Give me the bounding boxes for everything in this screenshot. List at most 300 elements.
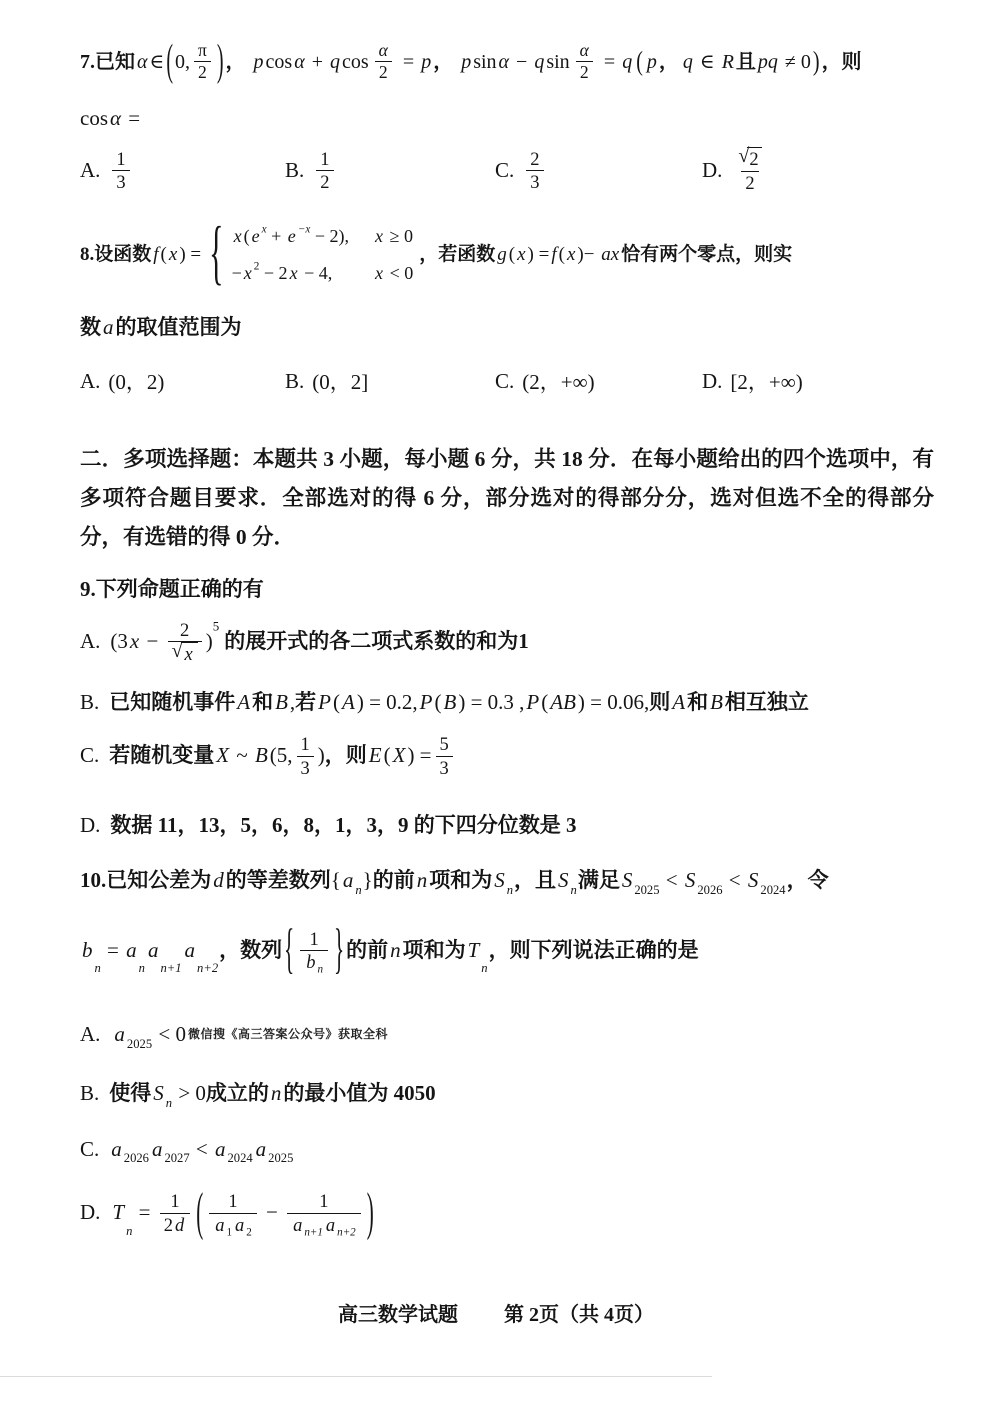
subscript: n [317, 963, 323, 976]
text-run: ，则 [821, 50, 862, 73]
superscript: −x [297, 223, 311, 236]
spacer [99, 756, 109, 757]
math-var: a [214, 1136, 226, 1161]
math-fraction [168, 619, 202, 666]
math-fraction [112, 148, 129, 194]
numerator [297, 733, 314, 756]
math-var: P [526, 689, 540, 714]
numerator [373, 40, 394, 61]
spacer [99, 702, 109, 703]
spacer [100, 1034, 112, 1035]
watermark-text: 微信搜《高三答案公众号》获取全科 [187, 1027, 388, 1042]
q8-options [80, 366, 934, 396]
math-text: ~ [231, 743, 253, 768]
math-text: = [123, 105, 141, 130]
math-fraction [373, 40, 394, 84]
math-text: ( [333, 689, 340, 714]
q9-option-b [80, 688, 934, 717]
math-var: S [494, 868, 505, 893]
math-radical [738, 147, 761, 170]
math-text: B. [80, 689, 100, 714]
text-run: 数据 11，13，5，6，8，1，3，9 的下四分位数是 3 [110, 813, 577, 838]
math-var: AB [550, 689, 576, 714]
q7-option-b [285, 148, 495, 194]
math-text: − 2 [259, 263, 288, 284]
text-run: 的前 [372, 868, 415, 893]
math-var: a [114, 1021, 125, 1046]
text-run: 已知随机事件 [109, 689, 236, 714]
numerator [305, 928, 322, 951]
q8-option-d [702, 366, 934, 396]
cases-rows [232, 224, 414, 287]
math-var: e [251, 226, 260, 247]
option-label: C. [495, 368, 515, 393]
q10-option-c [80, 1135, 934, 1164]
math-text: − 4, [299, 263, 333, 284]
spacer [99, 1094, 109, 1095]
math-text: sin [473, 50, 497, 73]
math-text: − 2), [310, 226, 350, 247]
math-text: < [660, 868, 683, 893]
math-text: = [397, 50, 420, 73]
math-var: d [213, 868, 224, 893]
math-text: − [141, 629, 164, 654]
case-expression [232, 261, 349, 286]
math-text: + [266, 226, 286, 247]
subscript: 1 [226, 1225, 232, 1238]
text-run: ， [658, 50, 679, 73]
math-fraction [436, 733, 453, 779]
math-var: x [375, 263, 384, 284]
text-run: 数 [80, 314, 101, 339]
radicand [747, 147, 761, 170]
text-run: 9.下列命题正确的有 [80, 577, 264, 602]
math-var: a [126, 938, 137, 963]
subscript: 2025 [126, 1036, 153, 1051]
math-var: q [330, 50, 340, 73]
math-var: p [461, 50, 472, 73]
q10-option-a [80, 1020, 934, 1049]
subscript: n [94, 961, 101, 976]
math-var: E [368, 743, 382, 768]
text-run: ，数列 [219, 938, 283, 963]
math-var: S [684, 868, 696, 893]
text-run: ，则下列说法正确的是 [488, 938, 699, 963]
math-text: 1 [300, 733, 310, 754]
text-run: 成立的 [205, 1081, 269, 1106]
math-var: a [103, 314, 114, 339]
math-var: α [579, 40, 589, 60]
text-run: ，令 [786, 868, 829, 893]
text-run: 的等差数列 [225, 868, 331, 893]
text-run: ，则 [324, 743, 367, 768]
math-text: ) [317, 743, 325, 768]
subscript: 2025 [268, 1151, 294, 1166]
option-label: D. [702, 368, 723, 393]
text-run: 7.已知 [80, 50, 135, 73]
option-label: B. [285, 368, 305, 393]
subscript: 2026 [123, 1151, 149, 1166]
math-var: ax [601, 244, 620, 266]
math-text: − [260, 1200, 284, 1225]
denominator [436, 756, 453, 780]
math-text: cos [265, 50, 293, 73]
numerator [734, 147, 765, 170]
math-var: x [517, 244, 526, 266]
q7-option-d [702, 147, 934, 194]
subscript: 2026 [697, 882, 723, 897]
math-text: + [306, 50, 328, 73]
option-label: C. [495, 158, 515, 183]
text-run: 的展开式的各二项式系数的和为1 [224, 629, 529, 654]
math-text: < [190, 1136, 213, 1161]
math-var: x [129, 629, 140, 654]
math-text: 0, [174, 50, 190, 73]
text-run: 的前 [346, 938, 389, 963]
math-var: a [111, 1136, 122, 1161]
math-text: ) = [527, 244, 550, 266]
math-text: (5, [269, 743, 293, 768]
radicand [181, 642, 198, 665]
spacer [100, 642, 110, 643]
math-text: 3 [300, 757, 310, 778]
math-var: B [254, 743, 268, 768]
spacer [453, 61, 459, 62]
text-run: ，若函数 [419, 244, 496, 266]
math-text: ( [508, 244, 516, 266]
math-text: 2 [180, 619, 190, 640]
math-text: [2，+∞) [730, 370, 803, 395]
math-text: 1 [320, 148, 330, 169]
subscript: n [126, 1223, 133, 1238]
math-var: α [378, 40, 388, 60]
big-delimiter: ( [166, 37, 173, 86]
math-var: A [342, 689, 355, 714]
q9-option-a [80, 619, 934, 666]
text-run: 若随机变量 [109, 743, 215, 768]
case-condition [373, 224, 413, 249]
math-text: { [330, 868, 341, 893]
math-text: = [598, 50, 621, 73]
subscript: 2027 [164, 1151, 190, 1166]
text-run: 相互独立 [724, 689, 809, 714]
math-var: b [306, 952, 316, 973]
math-text: B. [80, 1081, 100, 1106]
math-var: q [534, 50, 545, 73]
math-var: n [416, 868, 428, 893]
math-text: ≠ 0 [779, 50, 811, 73]
math-var: x [233, 226, 242, 247]
subscript: n+1 [160, 961, 182, 976]
math-var: R [721, 50, 734, 73]
denominator [112, 170, 129, 194]
math-text: ∈ [694, 50, 720, 73]
text-run: 的取值范围为 [115, 314, 242, 339]
numerator [112, 148, 129, 171]
footer-page-number: 第 2页（共 4页） [504, 1304, 654, 1326]
math-text: < 0 [153, 1021, 186, 1046]
math-var: x [184, 644, 193, 665]
math-text: ) = [407, 743, 432, 768]
text-run: 恰有两个零点，则实 [621, 244, 793, 266]
q9-option-c [80, 733, 934, 779]
q8-option-c [495, 366, 702, 396]
numerator [224, 1190, 241, 1213]
math-text: (2，+∞) [522, 370, 595, 395]
text-run: 则 [649, 689, 671, 714]
subscript: n+2 [197, 961, 219, 976]
text-run: 若 [295, 689, 317, 714]
math-var: S [153, 1081, 164, 1106]
math-var: p [646, 50, 657, 73]
math-text: ( [434, 689, 442, 714]
math-var: x [168, 244, 178, 266]
text-run: 8.设函数 [80, 244, 152, 266]
subscript: 2 [246, 1225, 252, 1238]
math-text: = [101, 938, 125, 963]
math-var: f [153, 244, 159, 266]
math-var: q [682, 50, 693, 73]
math-fraction [526, 148, 543, 194]
math-text: 2 [198, 62, 207, 83]
q10-option-d [80, 1181, 934, 1242]
math-var: n [270, 1081, 282, 1106]
math-text: ) = 0.2, [356, 689, 418, 714]
q8-stem [80, 213, 934, 293]
math-var: A [672, 689, 686, 714]
q9-option-d [80, 811, 934, 840]
math-fraction [300, 928, 328, 974]
math-text: C. [80, 743, 100, 768]
denominator [168, 641, 202, 665]
math-var: a [255, 1136, 267, 1161]
q7-options [80, 147, 934, 194]
math-text: = [133, 1200, 156, 1225]
text-run: 且 [735, 50, 756, 73]
math-var: α [137, 50, 148, 73]
math-var: B [710, 689, 723, 714]
math-text: 2 [745, 172, 755, 193]
numerator [166, 1190, 183, 1213]
subscript: n [481, 961, 488, 976]
math-var: p [253, 50, 264, 73]
math-text: 1 [309, 928, 319, 949]
text-run: 项和为 [429, 868, 493, 893]
big-delimiter: ) [366, 1181, 374, 1242]
option-label: B. [285, 158, 305, 183]
section2-heading [80, 440, 934, 557]
subscript: 2025 [634, 882, 660, 897]
math-text: 3 [439, 757, 449, 778]
math-var: T [467, 938, 480, 963]
math-fraction [287, 1190, 361, 1236]
big-delimiter: { [284, 917, 295, 981]
scan-artifact-line [0, 1376, 712, 1377]
math-text: − [231, 263, 242, 284]
big-delimiter: } [334, 917, 345, 981]
math-var: g [497, 244, 507, 266]
text-run: 满足 [577, 868, 620, 893]
math-text: 2 [163, 1214, 173, 1235]
math-fraction [297, 733, 314, 779]
math-text: ≥ 0 [385, 226, 413, 247]
math-var: B [275, 689, 288, 714]
big-delimiter: ) [812, 46, 820, 77]
math-text: ) = 0.3 , [458, 689, 525, 714]
math-var: a [235, 1214, 245, 1235]
math-text: 2 [530, 148, 540, 169]
math-var: f [551, 244, 557, 266]
denominator [375, 61, 392, 83]
math-var: P [318, 689, 331, 714]
math-text: cos [80, 105, 108, 130]
denominator [194, 61, 211, 83]
numerator [176, 619, 193, 642]
option-label: A. [80, 368, 101, 393]
math-text: ( [160, 244, 167, 266]
q7-cos [80, 104, 934, 133]
math-text: 2 [378, 62, 388, 83]
footer-doc-title: 高三数学试题 [338, 1304, 458, 1326]
math-text: 1 [319, 1191, 329, 1212]
math-text: sin [546, 50, 570, 73]
math-text: ) = 0.06, [577, 689, 650, 714]
math-var: α [110, 105, 122, 130]
denominator [741, 171, 758, 195]
math-text: A. [80, 629, 101, 654]
math-text: ( [558, 244, 565, 266]
math-text: ( [243, 226, 250, 247]
math-fraction [194, 40, 211, 84]
math-var: a [184, 938, 196, 963]
q9-stem [80, 575, 934, 604]
text-run: 和 [252, 689, 274, 714]
math-text: A. [80, 1021, 101, 1046]
text-run: 的最小值为 4050 [283, 1081, 436, 1106]
math-var: X [216, 743, 230, 768]
spacer [100, 825, 110, 826]
math-text: ∈ [149, 50, 165, 73]
numerator [315, 1190, 332, 1213]
curly-brace: { [209, 213, 224, 293]
radical-sign: √ [738, 145, 750, 168]
page-footer [0, 1298, 992, 1327]
subscript: n [355, 882, 362, 897]
math-text: 2 [320, 172, 330, 193]
math-text: < [723, 868, 746, 893]
math-var: a [293, 1214, 303, 1235]
math-text: } [362, 868, 373, 893]
subscript: n+1 [304, 1225, 323, 1238]
math-text: ) [205, 629, 213, 654]
math-var: pq [757, 50, 778, 73]
math-text: (0，2) [108, 370, 165, 395]
denominator [576, 61, 593, 83]
numerator [526, 148, 543, 171]
math-text: , [289, 689, 296, 714]
spacer [100, 1213, 110, 1214]
subscript: 2024 [760, 882, 786, 897]
spacer [246, 61, 252, 62]
math-var: q [622, 50, 633, 73]
numerator [316, 148, 333, 171]
math-var: α [498, 50, 510, 73]
math-text: ( [383, 743, 391, 768]
math-var: x [289, 263, 298, 284]
math-text: D. [80, 813, 101, 838]
math-text: ) = [179, 244, 202, 266]
q7-option-a [80, 148, 285, 194]
spacer [679, 61, 681, 62]
radical-sign: √ [171, 640, 183, 663]
option-label: A. [80, 158, 101, 183]
math-var: a [151, 1136, 163, 1161]
math-text: 2 [579, 62, 589, 83]
numerator [574, 40, 595, 61]
math-fraction [160, 1190, 190, 1236]
q10-stem-1 [80, 866, 934, 895]
math-var: S [621, 868, 633, 893]
math-text: 2 [749, 149, 759, 170]
text-run: ， [225, 50, 246, 73]
math-var: a [325, 1214, 336, 1235]
math-text: (3 [110, 629, 128, 654]
math-text: − [511, 50, 533, 73]
q8-option-a [80, 366, 285, 396]
math-text: 5 [439, 733, 449, 754]
numerator [194, 40, 211, 61]
q8-stem-cont [80, 313, 934, 342]
denominator [300, 950, 328, 974]
math-var: X [392, 743, 406, 768]
math-radical [172, 642, 198, 665]
math-var: A [237, 689, 251, 714]
subscript: n+2 [337, 1225, 356, 1238]
math-var: α [294, 50, 305, 73]
math-var: a [147, 938, 159, 963]
denominator [287, 1213, 361, 1237]
q7-stem [80, 37, 934, 86]
math-var: x [566, 244, 576, 266]
denominator [297, 756, 314, 780]
denominator [209, 1213, 257, 1237]
math-text: 1 [116, 148, 126, 169]
subscript: n [138, 961, 145, 976]
denominator [526, 170, 543, 194]
math-var: T [112, 1200, 125, 1225]
math-text: (0，2] [312, 370, 369, 395]
denominator [316, 170, 333, 194]
big-delimiter: ) [216, 37, 224, 86]
case-condition [373, 261, 413, 286]
math-text: 3 [530, 172, 540, 193]
math-var: p [421, 50, 432, 73]
text-run: ，且 [514, 868, 557, 893]
text-run: 二．多项选择题：本题共 3 小题，每小题 6 分，共 18 分．在每小题给出的四个选项中，有多项符合题目要求．全部选对的得 6 分，部分选对的得部分分，选对但选不全的得部分分，有选错的得 0 分． [80, 447, 934, 550]
subscript: n [165, 1095, 173, 1110]
math-text: ( [541, 689, 549, 714]
superscript: x [261, 223, 267, 236]
math-var: b [82, 938, 93, 963]
big-delimiter: ( [636, 46, 643, 77]
text-run: 和 [687, 689, 709, 714]
math-fraction [574, 40, 595, 84]
math-text: π [197, 40, 207, 60]
spacer [99, 1149, 109, 1150]
denominator [160, 1213, 190, 1237]
piecewise-cases [207, 213, 414, 293]
q10-option-b [80, 1079, 934, 1108]
